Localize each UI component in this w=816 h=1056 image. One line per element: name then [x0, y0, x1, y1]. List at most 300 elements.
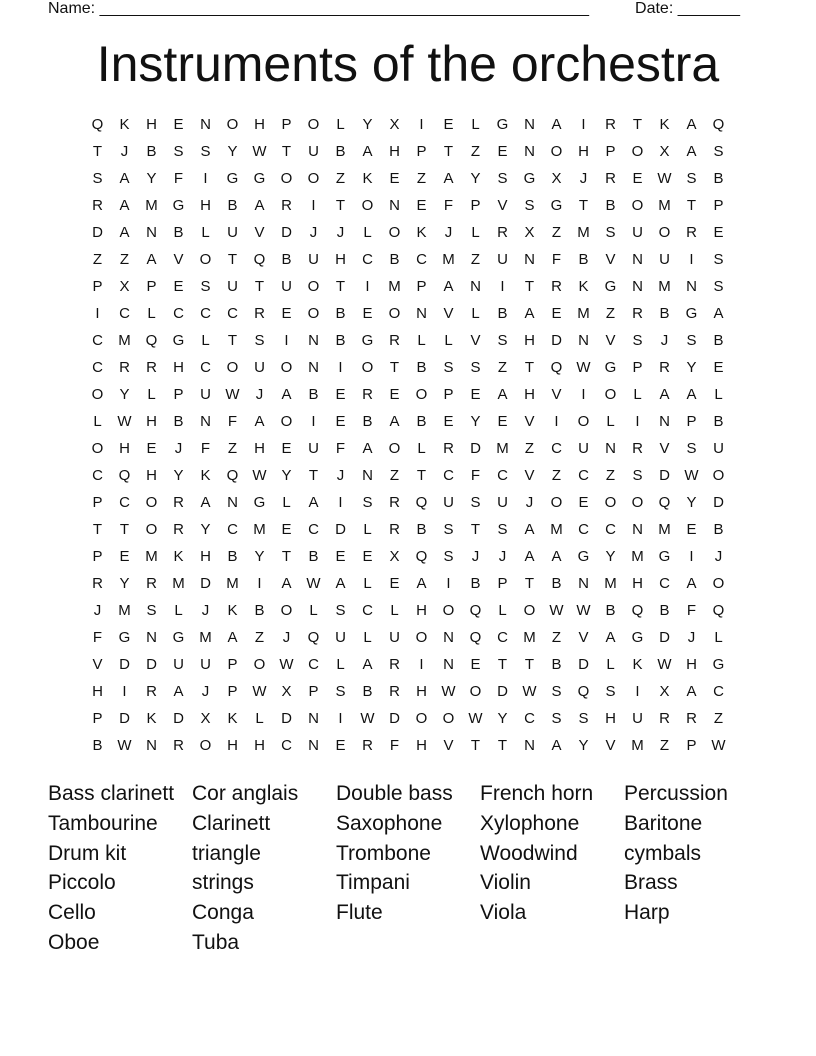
grid-letter: N: [524, 251, 535, 268]
grid-letter: M: [496, 440, 509, 457]
grid-letter: O: [280, 602, 293, 619]
grid-letter: Q: [415, 494, 428, 511]
grid-letter: L: [606, 413, 615, 430]
grid-letter: A: [119, 170, 130, 187]
grid-letter: T: [470, 521, 481, 538]
grid-letter: L: [336, 116, 345, 133]
grid-letter: U: [578, 440, 589, 457]
grid-letter: A: [119, 224, 130, 241]
grid-letter: H: [524, 332, 535, 349]
grid-letter: G: [172, 332, 185, 349]
grid-letter: E: [335, 548, 346, 565]
grid-letter: Y: [686, 359, 697, 376]
grid-letter: H: [578, 143, 589, 160]
grid-letter: K: [173, 548, 184, 565]
grid-letter: Q: [145, 332, 158, 349]
grid-letter: E: [389, 170, 400, 187]
grid-letter: E: [362, 548, 373, 565]
grid-letter: J: [714, 548, 723, 565]
grid-letter: H: [389, 143, 400, 160]
grid-letter: W: [117, 413, 132, 430]
grid-letter: D: [281, 710, 292, 727]
grid-letter: N: [578, 332, 589, 349]
grid-letter: O: [388, 305, 401, 322]
grid-letter: J: [255, 386, 264, 403]
grid-letter: Z: [92, 251, 103, 268]
grid-letter: D: [200, 575, 211, 592]
grid-letter: S: [713, 143, 724, 160]
grid-letter: C: [308, 521, 319, 538]
grid-letter: Y: [146, 170, 157, 187]
grid-letter: K: [227, 602, 238, 619]
grid-letter: J: [174, 440, 183, 457]
grid-letter: H: [605, 710, 616, 727]
grid-letter: B: [389, 251, 400, 268]
grid-letter: O: [307, 116, 320, 133]
grid-letter: J: [120, 143, 129, 160]
grid-letter: U: [335, 629, 346, 646]
grid-letter: H: [146, 413, 157, 430]
grid-letter: I: [500, 278, 505, 295]
grid-letter: I: [338, 710, 343, 727]
grid-letter: V: [605, 737, 616, 754]
grid-letter: B: [254, 602, 265, 619]
grid-letter: N: [146, 224, 157, 241]
grid-letter: G: [253, 494, 266, 511]
grid-letter: H: [146, 467, 157, 484]
grid-letter: H: [254, 116, 265, 133]
grid-letter: B: [173, 413, 184, 430]
grid-letter: V: [605, 332, 616, 349]
grid-letter: T: [524, 359, 535, 376]
grid-letter: B: [146, 143, 157, 160]
grid-letter: O: [361, 359, 374, 376]
grid-letter: E: [146, 440, 157, 457]
word-list-item: Flute: [336, 901, 383, 925]
grid-letter: W: [252, 143, 267, 160]
grid-letter: L: [714, 629, 723, 646]
grid-letter: W: [576, 602, 591, 619]
grid-letter: X: [200, 710, 211, 727]
grid-letter: C: [200, 305, 211, 322]
grid-letter: H: [146, 116, 157, 133]
grid-letter: X: [659, 143, 670, 160]
grid-letter: S: [524, 197, 535, 214]
grid-letter: V: [578, 629, 589, 646]
grid-letter: Y: [173, 467, 184, 484]
grid-letter: I: [338, 494, 343, 511]
grid-letter: O: [388, 224, 401, 241]
grid-letter: Z: [470, 251, 481, 268]
grid-letter: P: [92, 548, 103, 565]
grid-letter: H: [200, 548, 211, 565]
grid-letter: A: [362, 143, 373, 160]
grid-letter: A: [686, 143, 697, 160]
grid-letter: W: [117, 737, 132, 754]
grid-letter: Z: [551, 224, 562, 241]
word-list-item: French horn: [480, 782, 594, 805]
grid-letter: O: [280, 170, 293, 187]
grid-letter: T: [389, 359, 400, 376]
grid-letter: B: [605, 197, 616, 214]
grid-letter: H: [227, 737, 238, 754]
grid-letter: X: [119, 278, 130, 295]
grid-letter: L: [363, 224, 372, 241]
grid-letter: N: [632, 278, 643, 295]
grid-letter: J: [309, 224, 318, 241]
grid-letter: M: [253, 521, 266, 538]
grid-letter: C: [362, 602, 373, 619]
grid-letter: U: [227, 278, 238, 295]
grid-letter: H: [335, 251, 346, 268]
grid-letter: E: [416, 197, 427, 214]
grid-letter: C: [200, 359, 211, 376]
grid-letter: Z: [389, 467, 400, 484]
grid-letter: Q: [550, 359, 563, 376]
grid-letter: E: [578, 494, 589, 511]
grid-letter: B: [173, 224, 184, 241]
word-list-item: cymbals: [624, 841, 702, 865]
grid-letter: O: [712, 467, 725, 484]
grid-letter: Y: [686, 494, 697, 511]
grid-letter: A: [146, 251, 157, 268]
grid-letter: C: [497, 467, 508, 484]
grid-letter: B: [362, 413, 373, 430]
grid-letter: B: [227, 548, 238, 565]
grid-letter: B: [659, 602, 670, 619]
grid-letter: M: [604, 575, 617, 592]
grid-letter: H: [416, 683, 427, 700]
grid-letter: T: [281, 143, 292, 160]
grid-letter: K: [632, 656, 643, 673]
grid-letter: A: [686, 575, 697, 592]
grid-letter: G: [361, 332, 374, 349]
grid-letter: C: [605, 521, 616, 538]
grid-letter: X: [389, 548, 400, 565]
grid-letter: U: [389, 629, 400, 646]
word-list-item: Baritone: [624, 811, 703, 835]
grid-letter: L: [309, 602, 318, 619]
grid-letter: R: [254, 305, 265, 322]
grid-letter: P: [92, 710, 103, 727]
grid-letter: N: [308, 737, 319, 754]
grid-letter: L: [390, 602, 399, 619]
grid-letter: J: [687, 629, 696, 646]
grid-letter: G: [523, 170, 536, 187]
grid-letter: Q: [415, 548, 428, 565]
grid-letter: W: [468, 710, 483, 727]
grid-letter: E: [335, 737, 346, 754]
grid-letter: S: [335, 683, 346, 700]
grid-letter: T: [119, 521, 130, 538]
grid-letter: C: [524, 710, 535, 727]
grid-letter: L: [714, 386, 723, 403]
grid-letter: W: [522, 683, 537, 700]
name-field-label: Name: _______________________________________________________: [48, 0, 589, 17]
grid-letter: B: [362, 683, 373, 700]
word-list-item: Piccolo: [48, 871, 116, 895]
grid-letter: C: [227, 521, 238, 538]
grid-letter: O: [280, 359, 293, 376]
grid-letter: A: [497, 386, 508, 403]
grid-letter: Z: [524, 440, 535, 457]
grid-letter: Z: [551, 467, 562, 484]
grid-letter: L: [444, 332, 453, 349]
grid-letter: I: [419, 116, 424, 133]
grid-letter: A: [308, 494, 319, 511]
grid-letter: O: [442, 602, 455, 619]
grid-letter: C: [551, 440, 562, 457]
grid-letter: L: [471, 116, 480, 133]
grid-letter: N: [659, 413, 670, 430]
grid-letter: L: [282, 494, 291, 511]
grid-letter: S: [497, 521, 508, 538]
grid-letter: O: [280, 413, 293, 430]
grid-letter: C: [416, 251, 427, 268]
grid-letter: N: [227, 494, 238, 511]
grid-letter: D: [281, 224, 292, 241]
grid-letter: M: [145, 548, 158, 565]
grid-letter: V: [524, 467, 535, 484]
grid-letter: L: [93, 413, 102, 430]
grid-letter: Q: [712, 602, 725, 619]
grid-letter: G: [604, 359, 617, 376]
grid-letter: C: [497, 629, 508, 646]
grid-letter: T: [578, 197, 589, 214]
grid-letter: A: [551, 116, 562, 133]
grid-letter: P: [497, 575, 508, 592]
grid-letter: T: [470, 737, 481, 754]
grid-letter: O: [307, 170, 320, 187]
grid-letter: R: [362, 386, 373, 403]
grid-letter: M: [118, 602, 131, 619]
grid-letter: B: [551, 656, 562, 673]
grid-letter: C: [578, 467, 589, 484]
grid-letter: E: [686, 521, 697, 538]
grid-letter: S: [92, 170, 103, 187]
grid-letter: F: [686, 602, 697, 619]
grid-letter: I: [446, 575, 451, 592]
grid-letter: O: [550, 494, 563, 511]
grid-letter: I: [284, 332, 289, 349]
grid-letter: R: [632, 440, 643, 457]
grid-letter: C: [173, 305, 184, 322]
grid-letter: A: [173, 683, 184, 700]
grid-letter: U: [632, 224, 643, 241]
grid-letter: O: [226, 116, 239, 133]
grid-letter: P: [227, 656, 238, 673]
grid-letter: S: [497, 170, 508, 187]
grid-letter: Q: [91, 116, 104, 133]
grid-letter: Y: [605, 548, 616, 565]
grid-letter: O: [631, 197, 644, 214]
grid-letter: Q: [631, 602, 644, 619]
grid-letter: D: [578, 656, 589, 673]
grid-letter: T: [524, 575, 535, 592]
grid-letter: M: [145, 197, 158, 214]
grid-letter: A: [551, 548, 562, 565]
grid-letter: S: [686, 170, 697, 187]
grid-letter: O: [631, 143, 644, 160]
grid-letter: T: [335, 197, 346, 214]
grid-letter: P: [686, 737, 697, 754]
grid-letter: L: [498, 602, 507, 619]
grid-letter: J: [201, 602, 210, 619]
grid-letter: O: [631, 494, 644, 511]
grid-letter: X: [524, 224, 535, 241]
grid-letter: E: [551, 305, 562, 322]
grid-letter: O: [199, 737, 212, 754]
grid-letter: Q: [658, 494, 671, 511]
grid-letter: R: [551, 278, 562, 295]
grid-letter: J: [201, 683, 210, 700]
grid-letter: P: [416, 278, 427, 295]
grid-letter: S: [470, 359, 481, 376]
grid-letter: C: [443, 467, 454, 484]
grid-letter: M: [631, 548, 644, 565]
grid-letter: J: [471, 548, 480, 565]
grid-letter: D: [659, 467, 670, 484]
grid-letter: R: [605, 170, 616, 187]
grid-letter: L: [147, 305, 156, 322]
grid-letter: E: [335, 413, 346, 430]
grid-letter: D: [119, 656, 130, 673]
grid-letter: F: [470, 467, 481, 484]
grid-letter: L: [147, 386, 156, 403]
grid-letter: C: [281, 737, 292, 754]
grid-letter: N: [524, 116, 535, 133]
grid-letter: R: [389, 521, 400, 538]
header-line: [48, 0, 740, 20]
word-list-item: Percussion: [624, 782, 728, 805]
word-list-item: Clarinett: [192, 811, 271, 835]
grid-letter: M: [118, 332, 131, 349]
grid-letter: L: [363, 521, 372, 538]
grid-letter: P: [92, 278, 103, 295]
grid-letter: O: [523, 602, 536, 619]
word-list-item: Tambourine: [48, 811, 158, 835]
grid-letter: E: [389, 386, 400, 403]
grid-letter: S: [443, 548, 454, 565]
grid-letter: S: [551, 710, 562, 727]
grid-letter: T: [524, 656, 535, 673]
grid-letter: B: [416, 359, 427, 376]
grid-letter: J: [336, 467, 345, 484]
grid-letter: D: [470, 440, 481, 457]
word-search-grid: [84, 114, 734, 762]
grid-letter: L: [201, 224, 210, 241]
grid-letter: Z: [254, 629, 265, 646]
grid-letter: L: [363, 575, 372, 592]
grid-letter: H: [119, 440, 130, 457]
grid-letter: P: [632, 359, 643, 376]
grid-letter: O: [712, 575, 725, 592]
grid-letter: O: [388, 440, 401, 457]
grid-letter: J: [93, 602, 102, 619]
grid-letter: K: [416, 224, 427, 241]
grid-letter: D: [389, 710, 400, 727]
grid-letter: J: [444, 224, 453, 241]
grid-letter: S: [686, 332, 697, 349]
grid-letter: A: [416, 575, 427, 592]
grid-letter: M: [577, 224, 590, 241]
grid-letter: R: [659, 710, 670, 727]
grid-letter: O: [226, 359, 239, 376]
grid-letter: W: [306, 575, 321, 592]
grid-letter: E: [281, 440, 292, 457]
grid-letter: R: [605, 116, 616, 133]
grid-letter: B: [335, 143, 346, 160]
grid-letter: Q: [469, 602, 482, 619]
grid-letter: N: [200, 116, 211, 133]
grid-letter: B: [578, 251, 589, 268]
grid-letter: E: [335, 386, 346, 403]
grid-letter: M: [658, 197, 671, 214]
grid-letter: O: [91, 386, 104, 403]
word-list-item: Harp: [624, 901, 670, 925]
grid-letter: I: [689, 251, 694, 268]
grid-letter: R: [389, 332, 400, 349]
grid-letter: B: [335, 332, 346, 349]
grid-letter: W: [279, 656, 294, 673]
grid-letter: P: [470, 197, 481, 214]
grid-letter: S: [713, 251, 724, 268]
grid-letter: O: [415, 629, 428, 646]
grid-letter: R: [146, 683, 157, 700]
grid-letter: F: [389, 737, 400, 754]
grid-letter: H: [416, 602, 427, 619]
grid-letter: D: [497, 683, 508, 700]
grid-letter: B: [416, 521, 427, 538]
grid-letter: A: [254, 413, 265, 430]
word-list-item: strings: [192, 871, 254, 895]
grid-letter: M: [658, 278, 671, 295]
grid-letter: E: [470, 656, 481, 673]
grid-letter: Z: [119, 251, 130, 268]
grid-letter: A: [119, 197, 130, 214]
grid-letter: U: [443, 494, 454, 511]
grid-letter: E: [119, 548, 130, 565]
grid-letter: B: [497, 305, 508, 322]
grid-letter: B: [227, 197, 238, 214]
grid-letter: A: [362, 656, 373, 673]
grid-letter: V: [497, 197, 508, 214]
grid-letter: R: [173, 494, 184, 511]
grid-letter: S: [605, 224, 616, 241]
grid-letter: V: [470, 332, 481, 349]
grid-letter: T: [632, 116, 643, 133]
grid-letter: R: [497, 224, 508, 241]
grid-letter: F: [335, 440, 346, 457]
grid-letter: U: [308, 251, 319, 268]
grid-letter: S: [200, 143, 211, 160]
grid-letter: C: [227, 305, 238, 322]
grid-letter: S: [443, 359, 454, 376]
grid-letter: Q: [118, 467, 131, 484]
grid-letter: N: [524, 737, 535, 754]
grid-letter: L: [255, 710, 264, 727]
grid-letter: S: [632, 467, 643, 484]
grid-letter: B: [470, 575, 481, 592]
grid-letter: S: [362, 494, 373, 511]
grid-letter: I: [122, 683, 127, 700]
grid-letter: R: [92, 197, 103, 214]
word-list-item: Bass clarinett: [48, 782, 175, 805]
grid-letter: W: [441, 683, 456, 700]
grid-letter: R: [659, 359, 670, 376]
grid-letter: R: [92, 575, 103, 592]
grid-letter: Q: [577, 683, 590, 700]
